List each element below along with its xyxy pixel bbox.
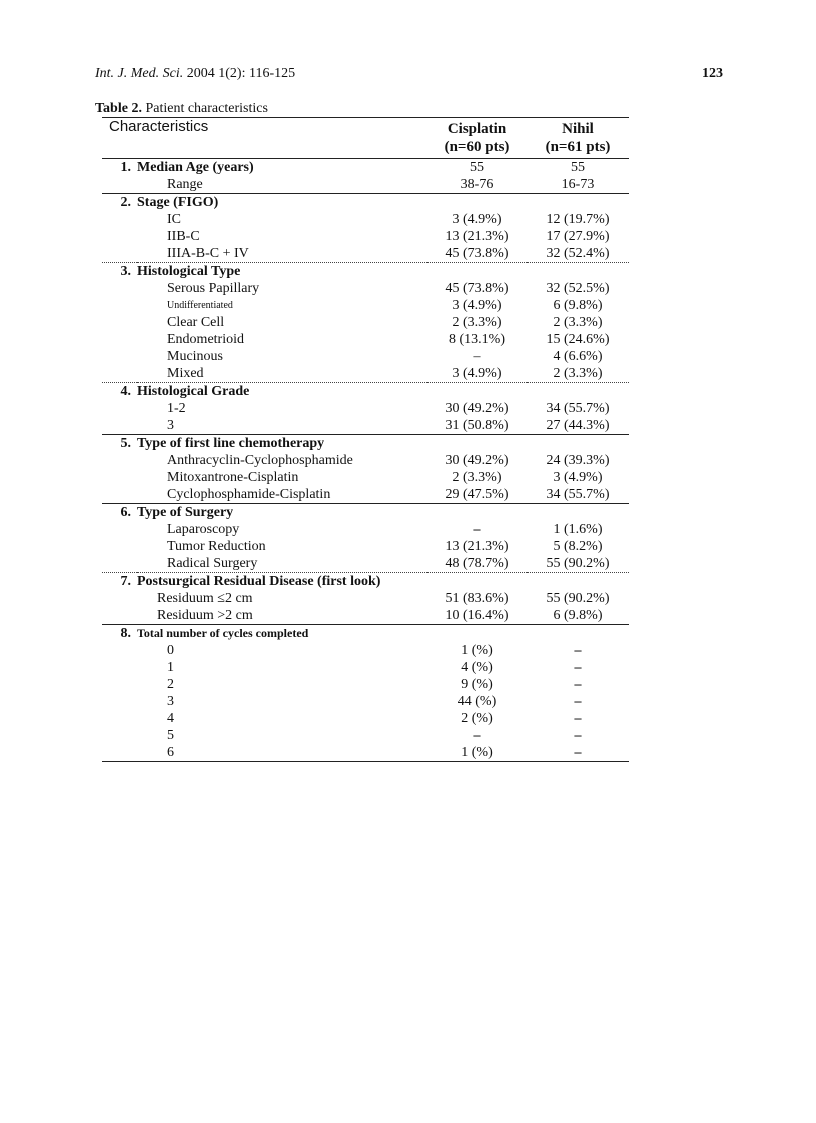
cisplatin-value: 30 (49.2%) (445, 453, 509, 468)
row-label: 0 (167, 643, 174, 658)
row-label: Mitoxantrone-Cisplatin (167, 470, 299, 485)
table-row (102, 452, 629, 469)
section-title: Stage (FIGO) (137, 195, 219, 210)
nihil-value: 34 (55.7%) (527, 486, 629, 504)
row-label: Clear Cell (167, 315, 225, 330)
nihil-value: – (574, 728, 582, 743)
row-label: IIIA-B-C + IV (137, 245, 427, 263)
nihil-value: 55 (90.2%) (527, 555, 629, 573)
row-label: Tumor Reduction (167, 539, 266, 554)
nihil-value: – (574, 643, 582, 658)
table-row (102, 659, 629, 676)
row-label: 3 (137, 417, 427, 435)
table-row (102, 314, 629, 331)
table-row (102, 538, 629, 555)
row-label: 5 (167, 728, 174, 743)
section-title: Total number of cycles completed (137, 626, 309, 640)
section-row (102, 573, 629, 591)
section-row (102, 159, 629, 177)
row-label: Radical Surgery (137, 555, 427, 573)
section-title: Histological Type (137, 264, 241, 279)
table-row (102, 417, 629, 435)
table-row (102, 469, 629, 486)
cisplatin-value: 2 (%) (461, 711, 493, 726)
table-row (102, 693, 629, 710)
table-row (102, 400, 629, 417)
header-cisplatin-name: Cisplatin (447, 121, 507, 137)
section-title: Type of Surgery (137, 505, 234, 520)
table-row (102, 744, 629, 762)
cisplatin-value: 48 (78.7%) (427, 555, 527, 573)
section-number: 8. (120, 626, 131, 641)
section-row (102, 263, 629, 281)
nihil-value: 5 (8.2%) (553, 539, 603, 554)
row-label: Anthracyclin-Cyclophosphamide (167, 453, 353, 468)
row-label: IC (167, 212, 181, 227)
cisplatin-value: 3 (4.9%) (427, 365, 527, 383)
nihil-value: 55 (571, 160, 585, 175)
section-row (102, 383, 629, 401)
cisplatin-value: 4 (%) (461, 660, 493, 675)
cisplatin-value: 29 (47.5%) (427, 486, 527, 504)
row-label: Undifferentiated (167, 300, 233, 311)
cisplatin-value: 13 (21.3%) (445, 539, 509, 554)
page-header (95, 66, 723, 86)
row-label: Endometrioid (167, 332, 244, 347)
cisplatin-value: 3 (4.9%) (452, 298, 502, 313)
section-row (102, 504, 629, 522)
section-number: 1. (120, 160, 131, 175)
row-label: 4 (167, 711, 174, 726)
nihil-value: 1 (1.6%) (553, 522, 603, 537)
cisplatin-value: 13 (21.3%) (445, 229, 509, 244)
nihil-value: 24 (39.3%) (546, 453, 610, 468)
section-title: Postsurgical Residual Disease (first look) (137, 574, 381, 589)
row-label: Residuum >2 cm (137, 607, 427, 625)
table-row (102, 297, 629, 314)
section-number: 3. (120, 264, 131, 279)
table-row (102, 676, 629, 693)
table-caption (95, 101, 268, 117)
header-characteristics: Characteristics (102, 118, 427, 159)
journal-citation (95, 66, 295, 82)
nihil-value: 3 (4.9%) (553, 470, 603, 485)
table-row (102, 710, 629, 727)
section-row (102, 194, 629, 212)
table-row (102, 228, 629, 245)
nihil-value: 34 (55.7%) (546, 401, 610, 416)
cisplatin-value: 45 (73.8%) (427, 245, 527, 263)
nihil-value: – (574, 677, 582, 692)
row-label: Mixed (137, 365, 427, 383)
table-row (102, 245, 629, 263)
nihil-value: 17 (27.9%) (546, 229, 610, 244)
cisplatin-value: 51 (83.6%) (445, 591, 509, 606)
nihil-value: 32 (52.5%) (546, 281, 610, 296)
nihil-value: 4 (6.6%) (553, 349, 603, 364)
nihil-value: 12 (19.7%) (546, 212, 610, 227)
table-label: Table 2. (95, 101, 142, 116)
row-label: Range (137, 176, 427, 194)
cisplatin-value: 1 (%) (461, 643, 493, 658)
table-row (102, 365, 629, 383)
nihil-value: – (574, 660, 582, 675)
cisplatin-value: – (473, 522, 481, 537)
nihil-value: – (527, 744, 629, 762)
row-label: Mucinous (167, 349, 223, 364)
section-row (102, 625, 629, 643)
nihil-value: 6 (9.8%) (527, 607, 629, 625)
table-title: Patient characteristics (145, 101, 268, 116)
nihil-value: – (574, 694, 582, 709)
section-title: Type of first line chemotherapy (137, 436, 325, 451)
header-cisplatin (427, 118, 527, 159)
header-nihil-n: (n=61 pts) (545, 139, 611, 155)
table-row (102, 521, 629, 538)
table-row (102, 348, 629, 365)
row-label: 2 (167, 677, 174, 692)
cisplatin-value: 55 (470, 160, 484, 175)
row-label: Serous Papillary (167, 281, 260, 296)
cisplatin-value: – (473, 728, 481, 743)
cisplatin-value: 3 (4.9%) (452, 212, 502, 227)
table-row (102, 176, 629, 194)
table-row (102, 555, 629, 573)
cisplatin-value: – (473, 349, 481, 364)
row-label: Cyclophosphamide-Cisplatin (137, 486, 427, 504)
row-label: IIB-C (167, 229, 200, 244)
row-label: 1 (167, 660, 174, 675)
table-row (102, 211, 629, 228)
journal-name: Int. J. Med. Sci. (95, 66, 184, 81)
cisplatin-value: 1 (%) (427, 744, 527, 762)
journal-volume: 2004 1(2): 116-125 (186, 66, 296, 81)
row-label: 3 (167, 694, 174, 709)
table-header-row (102, 118, 629, 159)
section-title: Histological Grade (137, 384, 250, 399)
cisplatin-value: 8 (13.1%) (449, 332, 505, 347)
row-label: Laparoscopy (167, 522, 240, 537)
header-cisplatin-n: (n=60 pts) (444, 139, 510, 155)
table-row (102, 590, 629, 607)
cisplatin-value: 44 (%) (457, 694, 497, 709)
cisplatin-value: 45 (73.8%) (445, 281, 509, 296)
row-label: 6 (137, 744, 427, 762)
header-nihil (527, 118, 629, 159)
nihil-value: – (574, 711, 582, 726)
section-number: 7. (120, 574, 131, 589)
row-label: Residuum ≤2 cm (157, 591, 253, 606)
cisplatin-value: 9 (%) (461, 677, 493, 692)
nihil-value: 16-73 (527, 176, 629, 194)
cisplatin-value: 38-76 (427, 176, 527, 194)
nihil-value: 15 (24.6%) (546, 332, 610, 347)
section-row (102, 435, 629, 453)
cisplatin-value: 31 (50.8%) (427, 417, 527, 435)
section-number: 6. (120, 505, 131, 520)
nihil-value: 55 (90.2%) (546, 591, 610, 606)
table-row (102, 607, 629, 625)
nihil-value: 32 (52.4%) (527, 245, 629, 263)
nihil-value: 2 (3.3%) (527, 365, 629, 383)
table-row (102, 331, 629, 348)
section-title: Median Age (years) (137, 160, 254, 175)
row-label: 1-2 (167, 401, 186, 416)
table-row (102, 642, 629, 659)
cisplatin-value: 10 (16.4%) (427, 607, 527, 625)
cisplatin-value: 2 (3.3%) (452, 315, 502, 330)
page-number: 123 (702, 66, 723, 81)
nihil-value: 27 (44.3%) (527, 417, 629, 435)
section-number: 4. (120, 384, 131, 399)
nihil-value: 6 (9.8%) (553, 298, 603, 313)
table-row (102, 486, 629, 504)
cisplatin-value: 30 (49.2%) (445, 401, 509, 416)
nihil-value: 2 (3.3%) (553, 315, 603, 330)
table-row (102, 280, 629, 297)
header-nihil-name: Nihil (562, 121, 594, 137)
table-row (102, 727, 629, 744)
section-number: 5. (120, 436, 131, 451)
patient-characteristics-table (102, 117, 629, 762)
section-number: 2. (120, 195, 131, 210)
cisplatin-value: 2 (3.3%) (452, 470, 502, 485)
